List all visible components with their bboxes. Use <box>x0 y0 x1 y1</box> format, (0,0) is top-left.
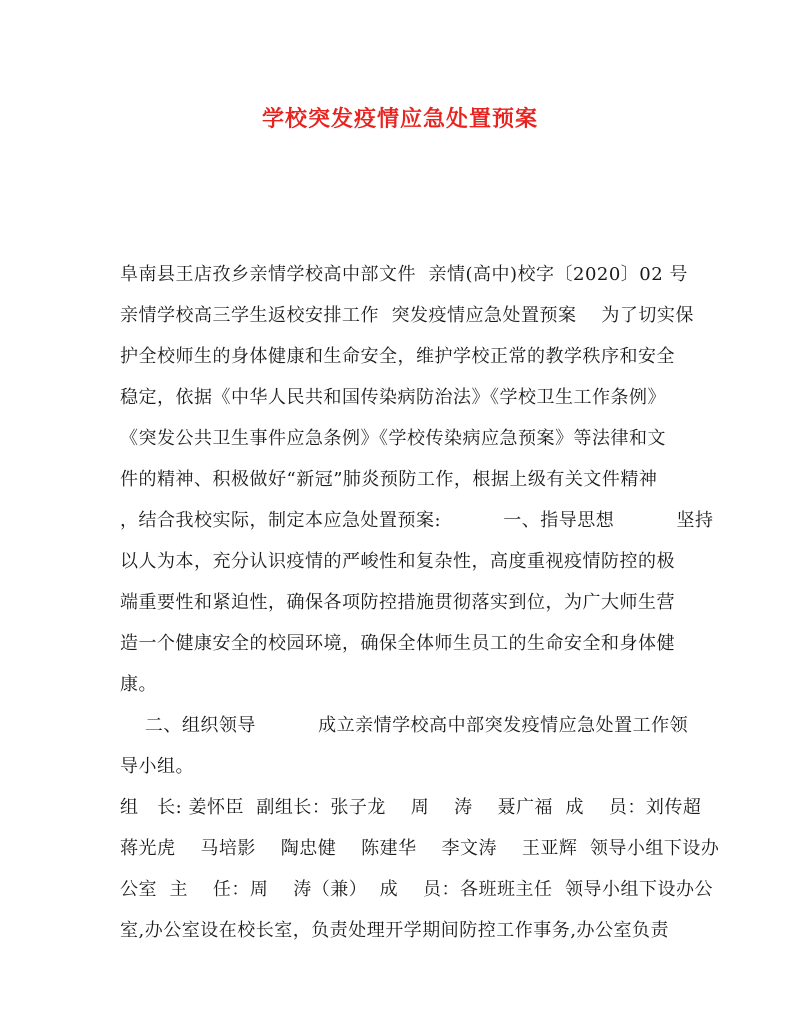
body-line-10: 造一个健康安全的校园环境，确保全体师生员工的生命安全和身体健 <box>120 633 675 654</box>
body-line-17: 室,办公室设在校长室，负责处理开学期间防控工作事务,办公室负责 <box>120 920 669 941</box>
body-line-6: 件的精神、积极做好“新冠”肺炎预防工作，根据上级有关文件精神 <box>120 469 658 490</box>
body-line-7: ，结合我校实际，制定本应急处置预案: 一、指导思想 坚持 <box>120 510 714 531</box>
body-line-8: 以人为本，充分认识疫情的严峻性和复杂性，高度重视疫情防控的极 <box>120 551 675 572</box>
body-line-12: 二、组织领导 成立亲情学校高中部突发疫情应急处置工作领 <box>120 715 689 736</box>
body-line-1: 阜南县王店孜乡亲情学校高中部文件 亲情(高中)校字〔2020〕02 号 <box>120 264 688 285</box>
body-line-9: 端重要性和紧迫性，确保各项防控措施贯彻落实到位，为广大师生营 <box>120 592 675 613</box>
body-line-15: 蒋光虎 马培影 陶忠健 陈建华 李文涛 王亚辉 领导小组下设办 <box>120 838 720 859</box>
body-line-3: 护全校师生的身体健康和生命安全，维护学校正常的教学秩序和安全 <box>120 346 675 367</box>
body-line-4: 稳定，依据《中华人民共和国传染病防治法》《学校卫生工作条例》 <box>120 387 666 408</box>
body-line-5: 《突发公共卫生事件应急条例》《学校传染病应急预案》等法律和文 <box>120 428 666 449</box>
body-line-2: 亲情学校高三学生返校安排工作 突发疫情应急处置预案 为了切实保 <box>120 305 694 326</box>
body-line-11: 康。 <box>120 674 157 695</box>
body-line-13: 导小组。 <box>120 756 194 777</box>
body-line-14: 组 长: 姜怀臣 副组长：张子龙 周 涛 聂广福 成 员：刘传超 <box>120 797 702 818</box>
document-title: 学校突发疫情应急处置预案 <box>261 106 538 132</box>
body-line-16: 公室 主 任：周 涛（兼） 成 员：各班班主任 领导小组下设办公 <box>120 879 713 900</box>
